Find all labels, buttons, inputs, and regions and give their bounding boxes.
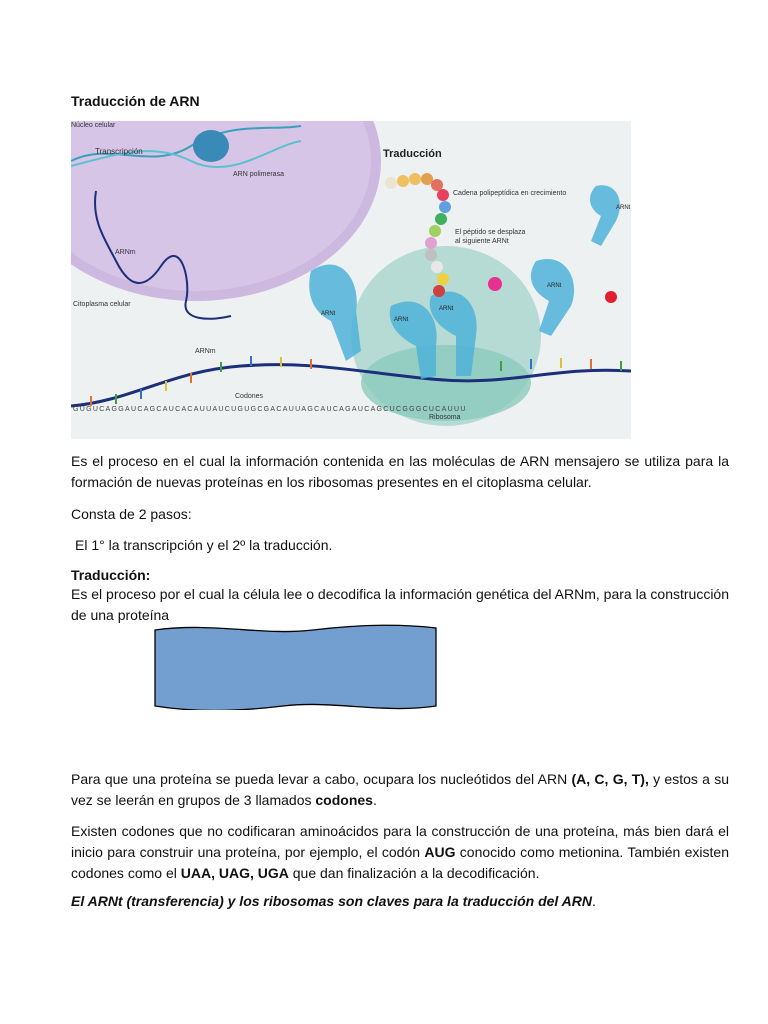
trna-label-3: ARNt: [439, 306, 454, 312]
p5-text-c: y estos a su vez se leerán en grupos de 3 llamados: [71, 771, 730, 808]
p7-text-a: El ARNt (transferencia) y los ribosomas son claves para la traducción del ARN: [71, 893, 593, 909]
polymerase-shape: [193, 130, 229, 162]
trna-label-5: ARNt: [616, 205, 631, 211]
p5-codones: codones: [315, 792, 373, 808]
paragraph-start-stop-codons: [71, 821, 729, 884]
mrna-label-bottom: ARNm: [195, 348, 216, 355]
translation-illustration: [71, 121, 631, 439]
p5-nucleotides: (A, C, G, T),: [571, 771, 649, 787]
transcription-label: Transcripción: [95, 147, 143, 156]
p7-period: .: [592, 893, 596, 909]
cytoplasm-label: Citoplasma celular: [73, 301, 131, 308]
section-heading-traduccion: Traducción:: [71, 567, 151, 583]
peptide-label-1: El péptido se desplaza: [455, 229, 526, 236]
mrna-sequence: GUGUCAGGAUCAGCAUCACAUUAUCUGUGCGACAUUAGCAUCAGAUCAGCUCGGGCUCAUUU: [73, 406, 467, 413]
paragraph-translation-definition: Es el proceso por el cual la célula lee o decodifica la información genética del ARNm, para la construcción de una proteína: [71, 586, 729, 623]
figure-heading: Traducción: [383, 148, 442, 160]
chain-label: Cadena polipeptídica en crecimiento: [453, 190, 567, 197]
nucleus-label: Núcleo celular: [71, 122, 116, 129]
trna-label-1: ARNt: [321, 311, 336, 317]
translation-figure: [71, 121, 631, 439]
paragraph-steps: El 1° la transcripción y el 2º la traducción.: [75, 537, 333, 553]
paragraph-definition: Es el proceso en el cual la información contenida en las moléculas de ARN mensajero se utiliza para la formación de nuevas proteínas en los ribosomas presentes en el citoplasma celular.: [71, 453, 729, 490]
codons-label: Codones: [235, 393, 264, 400]
polymerase-label: ARN polimerasa: [233, 171, 284, 178]
p6-text-e: que dan finalización a la decodificación.: [288, 865, 540, 881]
paragraph-codons: [71, 769, 729, 811]
mrna-label-top: ARNm: [115, 249, 136, 256]
p6-text-c: conocido como metionina. También existen codones como el: [71, 844, 729, 881]
p6-aug: AUG: [424, 844, 456, 860]
wave-shape: [153, 624, 439, 710]
p5-text-a: Para que una proteína se pueda levar a cabo, ocupara los nucleótidos del ARN: [71, 771, 572, 787]
p5-text-e: .: [372, 792, 377, 808]
trna-label-4: ARNt: [547, 283, 562, 289]
p6-text-a: Existen codones que no codificaran aminoácidos para la construcción de una proteína, más bien dará el inicio para construir una proteína, por ejemplo, el codón: [71, 823, 729, 860]
paragraph-steps-intro: Consta de 2 pasos:: [71, 506, 192, 522]
peptide-label-2: al siguiente ARNt: [455, 238, 509, 245]
document-title: Traducción de ARN: [71, 93, 200, 109]
p6-stop-codons: UAA, UAG, UGA: [180, 865, 289, 881]
paragraph-conclusion: [71, 891, 729, 912]
ribosome-label: Ribosoma: [429, 414, 461, 421]
trna-label-2: ARNt: [394, 317, 409, 323]
